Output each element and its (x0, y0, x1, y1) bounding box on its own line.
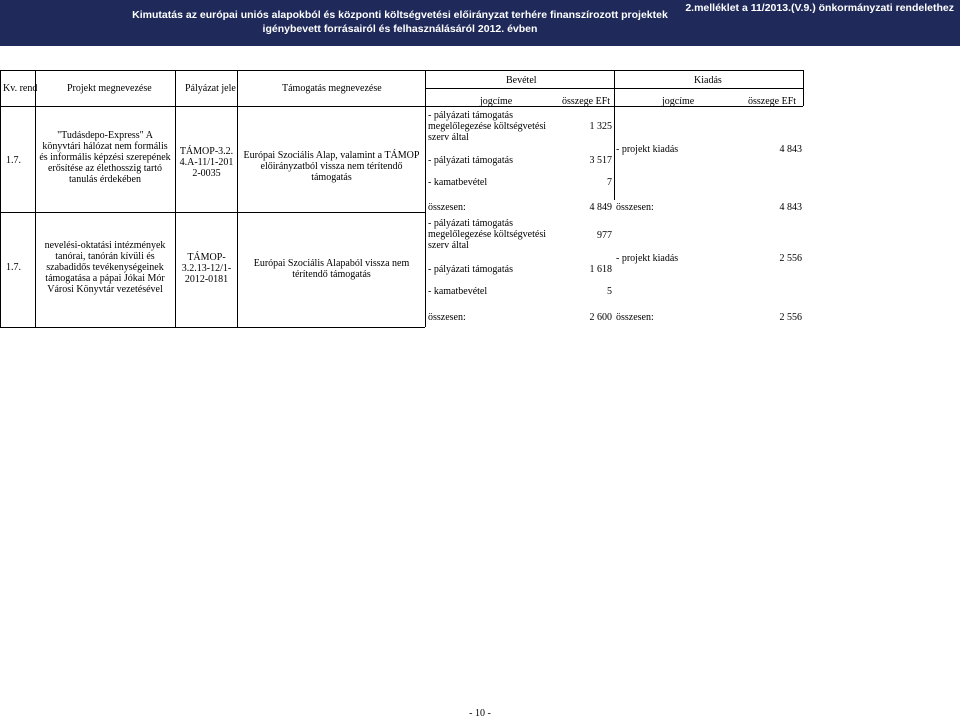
project2-bottom-line (0, 327, 425, 328)
total-expense-amount: 4 843 (779, 202, 802, 213)
title-line-2: igénybevett forrásairól és felhasználásáról 2012. évben (262, 23, 538, 35)
income-label: - pályázati támogatás megelőlegezése költségvetési szerv által (428, 218, 547, 251)
table-top-border (0, 70, 803, 71)
project1-bottom-line (0, 212, 425, 213)
header-kiadas-jogcime: jogcíme (662, 96, 695, 107)
project-name: nevelési-oktatási intézmények tanórai, tanórán kívüli és szabadidős tevékenységeinek támogatása a pápai Jókai Mór Városi Könyvtár vezetésével (44, 240, 166, 295)
income-label: - pályázati támogatás megelőlegezése költségvetési szerv által (428, 110, 547, 143)
header-kiadas-osszege: összege EFt (748, 96, 797, 107)
expense-amount: 4 843 (779, 144, 802, 155)
document-header (0, 0, 960, 46)
total-expense-amount: 2 556 (779, 312, 802, 323)
header-projekt: Projekt megnevezése (67, 83, 152, 94)
annex-label: 2.melléklet a 11/2013.(V.9.) önkormányzati rendelethez (685, 2, 954, 14)
col-line-0 (0, 70, 1, 327)
support-name: Európai Szociális Alapaból vissza nem térítendő támogatás (253, 258, 410, 280)
income-label: - kamatbevétel (428, 177, 488, 188)
total-income-label: összesen: (428, 202, 466, 213)
project-kv-number: 1.7. (6, 262, 21, 273)
expense-label: - projekt kiadás (616, 144, 679, 155)
support-name: Európai Szociális Alap, valamint a TÁMOP előirányzatból vissza nem térítendő támogatás (243, 150, 420, 183)
income-amount: 1 618 (589, 264, 612, 275)
header-palyazat: Pályázat jele (185, 83, 236, 94)
project-kv-number: 1.7. (6, 155, 21, 166)
bevetel-kiadas-divider (614, 70, 615, 200)
col-line-1 (35, 70, 36, 327)
header-tamogatas: Támogatás megnevezése (282, 83, 382, 94)
title-line-1: Kimutatás az európai uniós alapokból és központi költségvetési előirányzat terhére finanszírozott projektek (132, 9, 668, 21)
project-code: TÁMOP-3.2.13-12/1-2012-0181 (181, 252, 232, 285)
total-expense-label: összesen: (616, 202, 654, 213)
income-amount: 1 325 (589, 121, 612, 132)
col-line-4 (425, 70, 426, 327)
income-label: - kamatbevétel (428, 286, 488, 297)
header-bevetel: Bevétel (506, 75, 537, 86)
income-label: - pályázati támogatás (428, 264, 513, 275)
income-amount: 3 517 (589, 155, 612, 166)
col-line-2 (175, 70, 176, 327)
income-amount: 7 (607, 177, 612, 188)
header-bevetel-jogcime: jogcíme (480, 96, 513, 107)
expense-label: - projekt kiadás (616, 253, 679, 264)
col-line-right (803, 70, 804, 106)
expense-amount: 2 556 (779, 253, 802, 264)
header-kiadas: Kiadás (694, 75, 722, 86)
page-number: - 10 - (469, 708, 491, 719)
header-kv-rend: Kv. rend (3, 83, 38, 94)
project-code: TÁMOP-3.2.4.A-11/1-2012-0035 (179, 146, 234, 179)
total-income-label: összesen: (428, 312, 466, 323)
income-label: - pályázati támogatás (428, 155, 513, 166)
col-line-3 (237, 70, 238, 327)
total-income-amount: 2 600 (589, 312, 612, 323)
project-name: "Tudásdepo-Express" A könyvtári hálózat nem formális és informális képzési szerepének erősítése az élethosszig tartó tanulás érdekében (39, 130, 171, 185)
income-amount: 977 (597, 230, 612, 241)
total-expense-label: összesen: (616, 312, 654, 323)
header-bevetel-osszege: összege EFt (562, 96, 611, 107)
total-income-amount: 4 849 (589, 202, 612, 213)
income-amount: 5 (607, 286, 612, 297)
